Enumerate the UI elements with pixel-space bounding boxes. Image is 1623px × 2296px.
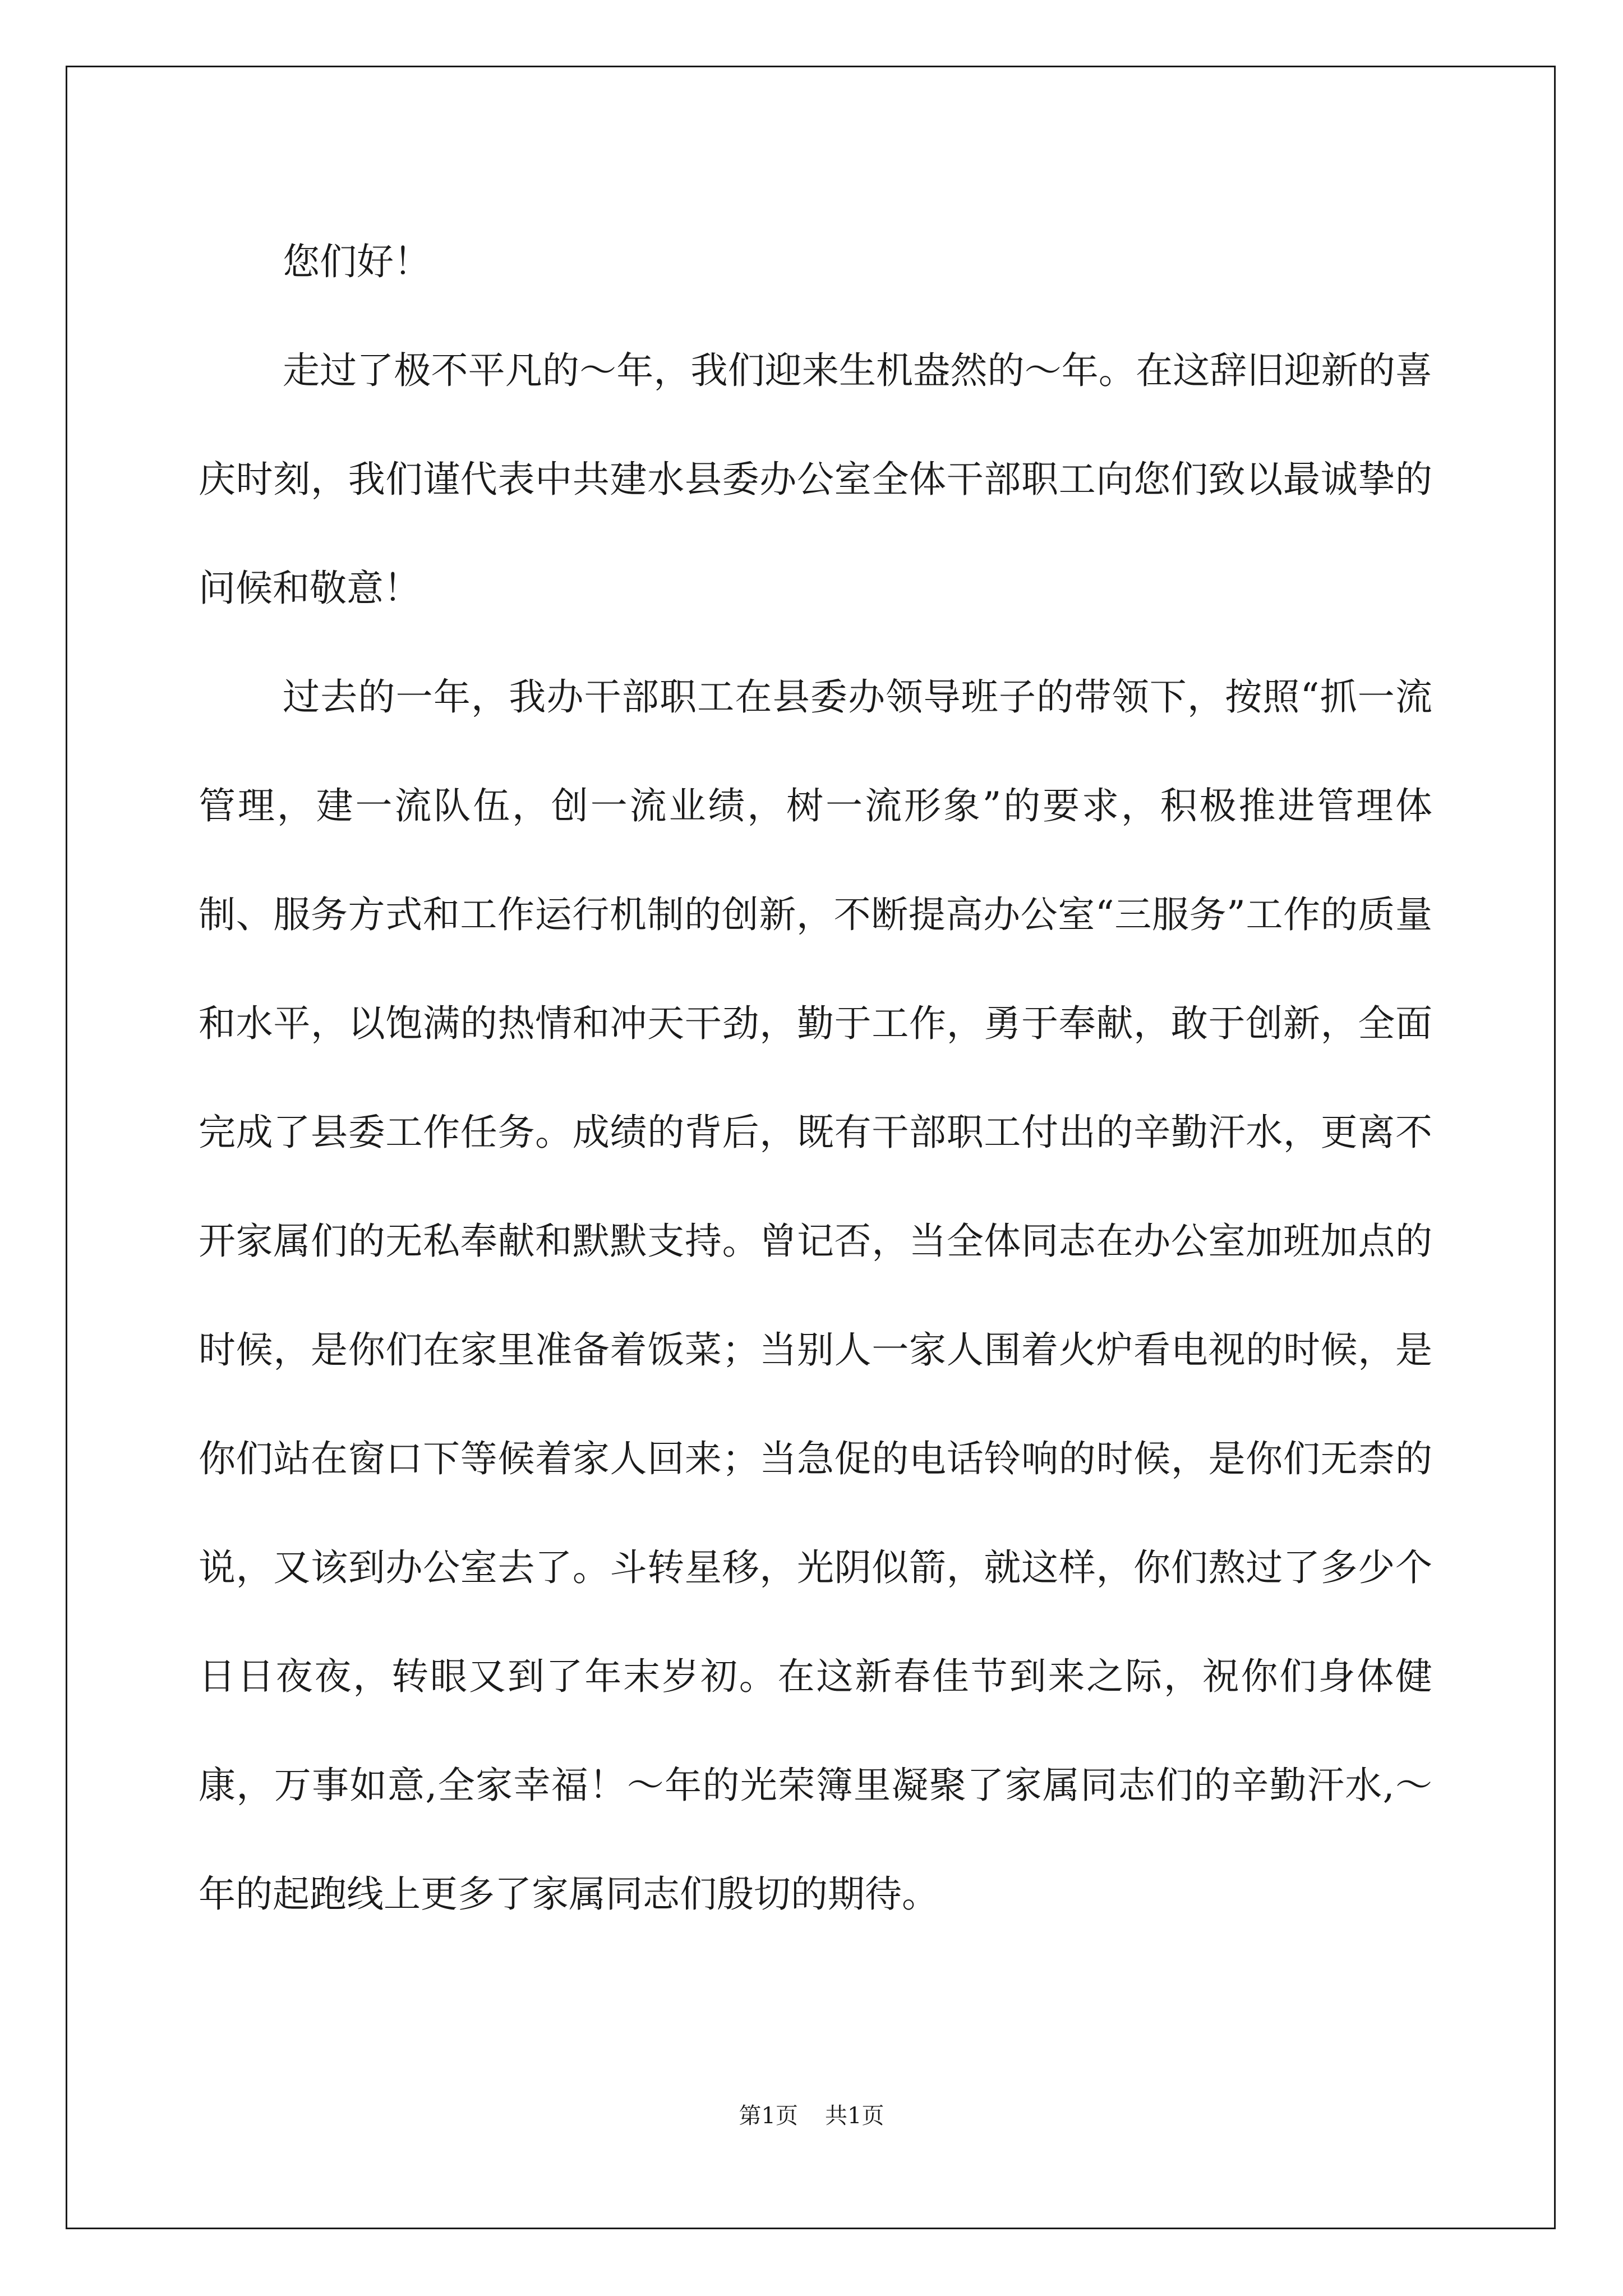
paragraph-1: 走过了极不平凡的～年，我们迎来生机盎然的～年。在这辞旧迎新的喜庆时刻，我们谨代表中共建水县委办公室全体干部职工向您们致以最诚挚的问候和敬意！ bbox=[199, 349, 1432, 610]
page-number: 第1页 bbox=[739, 2103, 798, 2129]
greeting: 您们好！ bbox=[283, 240, 431, 283]
page-total: 共1页 bbox=[825, 2103, 884, 2129]
document-body bbox=[199, 208, 1432, 1949]
paragraph-2: 过去的一年，我办干部职工在县委办领导班子的带领下，按照“抓一流管理，建一流队伍，创一流业绩，树一流形象”的要求，积极推进管理体制、服务方式和工作运行机制的创新，不断提高办公室“三服务”工作的质量和水平，以饱满的热情和冲天干劲，勤于工作，勇于奉献，敢于创新，全面完成了县委工作任务。成绩的背后，既有干部职工付出的辛勤汗水，更离不开家属们的无私奉献和默默支持。曾记否，当全体同志在办公室加班加点的时候，是你们在家里准备着饭菜；当别人一家人围着火炉看电视的时候，是你们站在窗口下等候着家人回来；当急促的电话铃响的时候，是你们无柰的说，又该到办公室去了。斗转星移，光阴似箭，就这样，你们熬过了多少个日日夜夜，转眼又到了年末岁初。在这新春佳节到来之际，祝你们身体健康，万事如意,全家幸福！～年的光荣簿里凝聚了家属同志们的辛勤汗水,～年的起跑线上更多了家属同志们殷切的期待。 bbox=[199, 675, 1432, 1916]
page-footer bbox=[0, 2098, 1623, 2130]
